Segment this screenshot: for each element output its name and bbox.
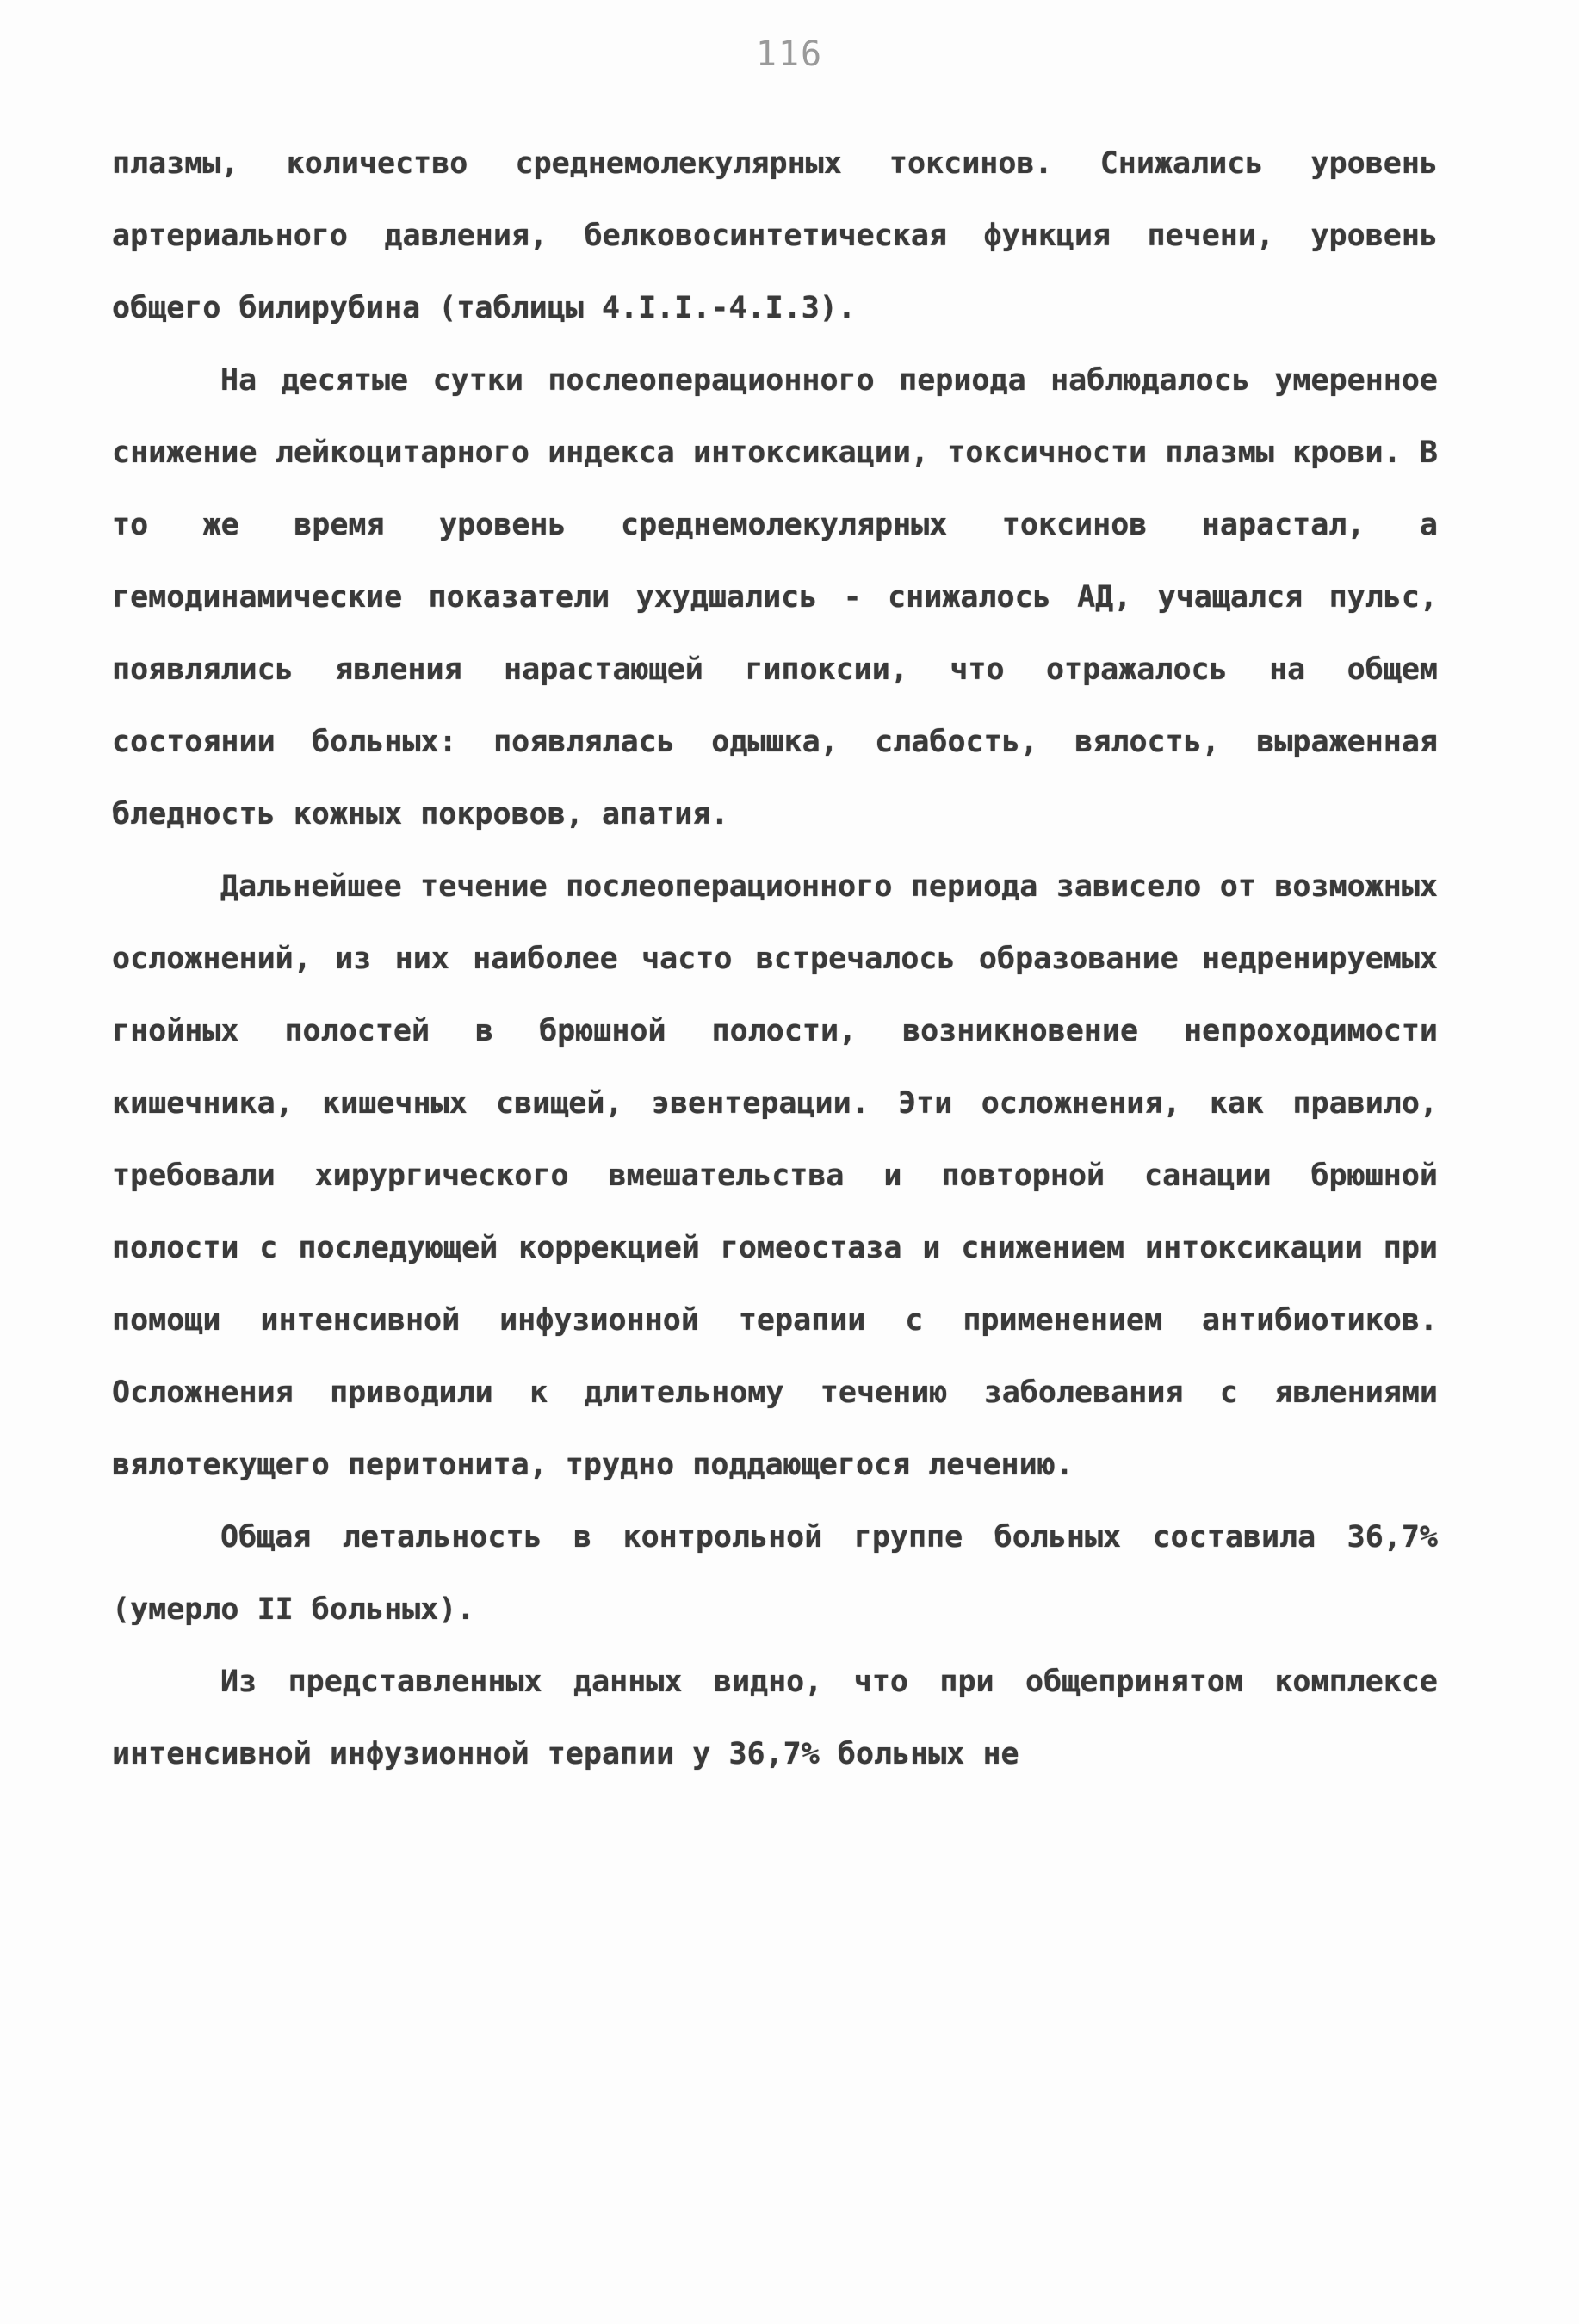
- paragraph-4: Общая летальность в контрольной группе больных составила 36,7% (умерло II больных).: [112, 1520, 1438, 1627]
- paragraph-3: Дальнейшее течение послеоперационного периода зависело от возможных осложнений, из них наиболее часто встречалось образование недренируемых гнойных полостей в брюшной полости, возникновение непроходимости кишечника, кишечных свищей, эвентерации. Эти осложнения, как правило, требовали хирургического вмешательства и повторной санации брюшной полости с последующей коррекцией гомеостаза и снижением интоксикации при помощи интенсивной инфузионной терапии с применением антибиотиков. Осложнения приводили к длительному течению заболевания с явлениями вялотекущего перитонита, трудно поддающегося лечению.: [112, 869, 1438, 1482]
- paragraph-2: На десятые сутки послеоперационного периода наблюдалось умеренное снижение лейкоцитарного индекса интоксикации, токсичности плазмы крови. В то же время уровень среднемолекулярных токсинов нарастал, а гемодинамические показатели ухудшались - снижалось АД, учащался пульс, появлялись явления нарастающей гипоксии, что отражалось на общем состоянии больных: появлялась одышка, слабость, вялость, выраженная бледность кожных покровов, апатия.: [112, 363, 1438, 831]
- page-number: 116: [755, 34, 824, 74]
- paragraph-1: плазмы, количество среднемолекулярных токсинов. Снижались уровень артериального давления, белковосинтетическая функция печени, уровень общего билирубина (таблицы 4.I.I.-4.I.3).: [112, 146, 1438, 325]
- paragraph-5: Из представленных данных видно, что при общепринятом комплексе интенсивной инфузионной терапии у 36,7% больных не: [112, 1665, 1438, 1771]
- document-body: [112, 127, 1438, 1790]
